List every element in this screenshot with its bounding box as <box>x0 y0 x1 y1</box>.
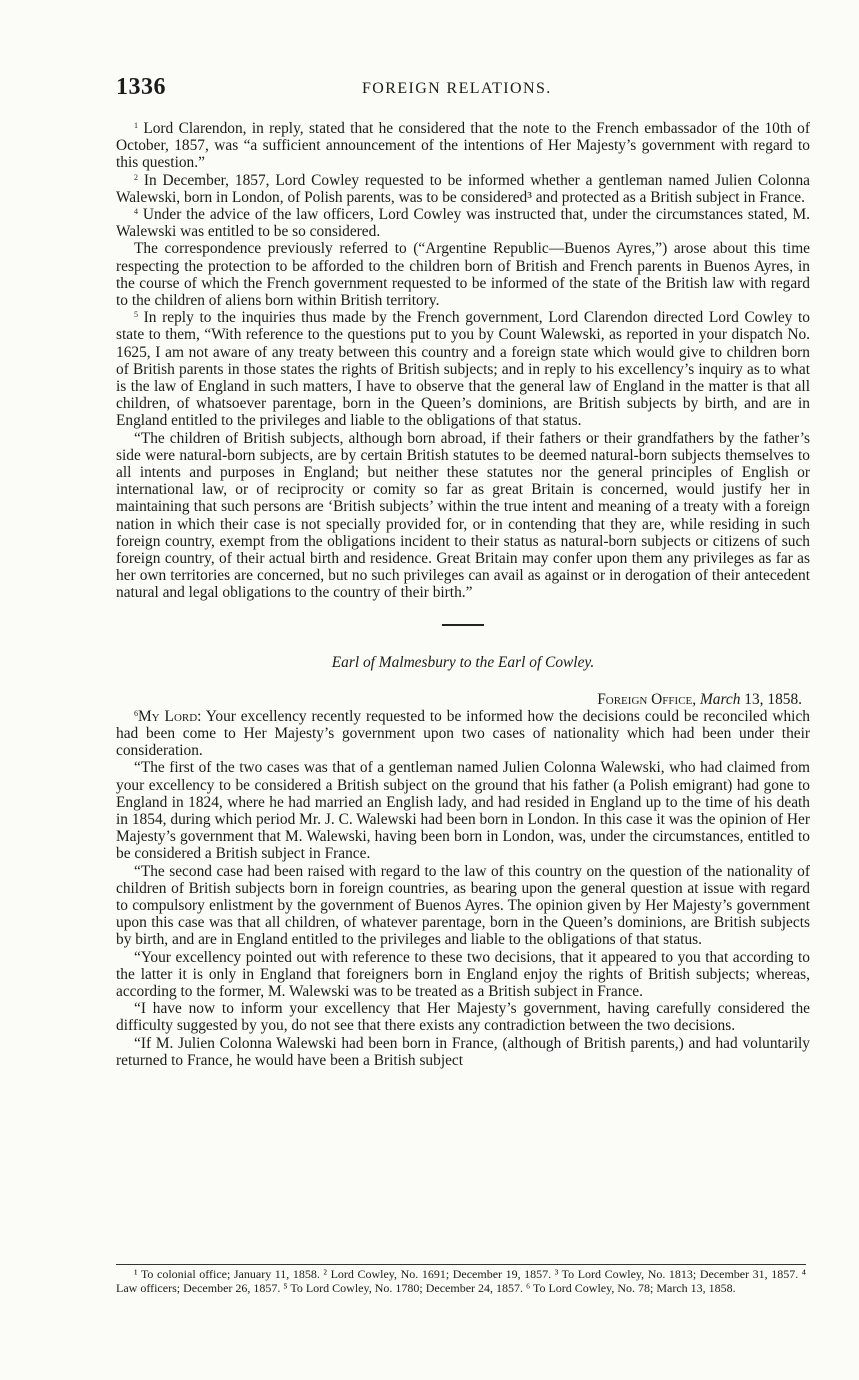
running-head: FOREIGN RELATIONS. <box>362 80 552 97</box>
paragraph <box>116 240 810 309</box>
paragraph <box>116 309 810 429</box>
paragraph-text: “The second case had been raised with regard to the law of this country on the question of the nationality of children of British subjects born in foreign countries, as bearing upon the general question at issue with regard to compulsory enlistment by the government of Buenos Ayres. The opinion given by Her Majesty’s government upon this case was that all children, of whatever parentage, born in the Queen’s dominions, are British subjects by birth, and are in England entitled to the privileges and liable to the obligations of that status. <box>116 862 810 949</box>
paragraph-text: “The children of British subjects, although born abroad, if their fathers or their grandfathers by the father’s side were natural-born subjects, are by certain British statutes to be deemed natural-born subjects themselves to all intents and purposes in England; but neither these statutes nor the general principles of English or international law, or of reciprocity or comity so far as great Britain is concerned, would justify her in maintaining that such persons are ‘British subjects’ within the true intent and meaning of a treaty with a foreign nation in which their case is not specially provided for, or in contending that they are, while residing in such foreign country, exempt from the obligations incident to their status as natural-born subjects or citizens of such foreign country, of their actual birth and residence. Great Britain may confer upon them any privileges as far as her own territories are concerned, but no such privileges can avail as against or in derogation of their antecedent natural and legal obligations to the country of their birth.” <box>116 429 810 602</box>
footnote-text: ¹ To colonial office; January 11, 1858. ² Lord Cowley, No. 1691; December 19, 1857. ³ To Lord Cowley, No. 1813; December 31, 1857. ⁴ Law officers; December 26, 1857. ⁵ To Lord Cowley, No. 1780; December 24, 1857. ⁶ To Lord Cowley, No. 78; March 13, 1858. <box>116 1267 806 1295</box>
paragraph <box>116 1035 810 1069</box>
letter-dateline <box>116 691 810 708</box>
letter-date-rest: 13, 1858. <box>744 690 802 708</box>
section-divider <box>442 624 484 626</box>
paragraph <box>116 863 810 949</box>
paragraph <box>116 759 810 862</box>
paragraph-text: In December, 1857, Lord Cowley requested to be informed whether a gentleman named Julien Colonna Walewski, born in London, of Polish parents, was to be considered³ and protected as a British subject in France. <box>116 171 810 206</box>
paragraph-text: The correspondence previously referred to (“Argentine Republic—Buenos Ayres,”) arose about this time respecting the protection to be afforded to the children born of British and French parents in Buenos Ayres, in the course of which the French government requested to be informed of the state of the British law with regard to the children of aliens born within British territory. <box>116 240 810 310</box>
paragraph-text: In reply to the inquiries thus made by the French government, Lord Clarendon directed Lord Cowley to state to them, “With reference to the questions put to you by Count Walewski, as reported in your dispatch No. 1625, I am not aware of any treaty between this country and a foreign state which would give to children born of British parents in those states the rights of British subjects; and in reply to his excellency’s inquiry as to what is the law of England in such matters, I have to observe that the general law of England in the matter is that all children, of whatsoever parentage, born in the Queen’s dominions, are British subjects by birth, and are in England entitled to the privileges and liable to the obligations of that status. <box>116 309 810 430</box>
footnote-marker: 1 <box>134 121 138 130</box>
paragraph-text: Lord Clarendon, in reply, stated that he considered that the note to the French embassador of the 10th of October, 1857, was “a sufficient announcement of the intentions of Her Majesty’s government with regard to this question.” <box>116 120 810 172</box>
page-number: 1336 <box>116 74 166 100</box>
paragraph-text: Under the advice of the law officers, Lord Cowley was instructed that, under the circumstances stated, M. Walewski was entitled to be so considered. <box>116 206 810 241</box>
paragraph <box>116 206 810 240</box>
page-body <box>116 120 810 1069</box>
paragraph <box>116 1000 810 1034</box>
footnote-marker: 6 <box>134 708 138 718</box>
paragraph-text: Your excellency recently requested to be informed how the decisions could be reconciled which had been come to Her Majesty’s government upon two cases of nationality which had been under their consideration. <box>116 707 810 760</box>
paragraph-text: “If M. Julien Colonna Walewski had been born in France, (although of British parents,) and had voluntarily returned to France, he would have been a British subject <box>116 1034 810 1069</box>
paragraph <box>116 949 810 1001</box>
letter-date-month: March <box>699 690 741 708</box>
footnote-marker: 5 <box>134 310 138 320</box>
letter-salutation: My Lord: <box>138 707 202 725</box>
paragraph-text: “I have now to inform your excellency that Her Majesty’s government, having carefully considered the difficulty suggested by you, do not see that there exists any contradiction between the two decisions. <box>116 1000 810 1035</box>
paragraph <box>116 172 810 206</box>
paragraph-text: “Your excellency pointed out with reference to these two decisions, that it appeared to you that according to the latter it is only in England that foreigners born in England enjoy the rights of British subjects; whereas, according to the former, M. Walewski was to be treated as a British subject in France. <box>116 948 810 1000</box>
letter-office: Foreign Office, <box>597 690 697 708</box>
paragraph-text: “The first of the two cases was that of a gentleman named Julien Colonna Walewski, who had claimed from your excellency to be considered a British subject on the ground that his father (a Polish emigrant) had gone to England in 1824, where he had married an English lady, and had resided in England up to the time of his death in 1854, during which period Mr. J. C. Walewski had been born in London. In this case it was the opinion of Her Majesty’s government that M. Walewski, having been born in London, was, under the circumstances, entitled to be considered a British subject in France. <box>116 759 810 863</box>
page-header <box>116 74 799 108</box>
footnote-marker: 2 <box>134 172 138 182</box>
footnotes <box>116 1268 806 1295</box>
paragraph <box>116 120 810 172</box>
paragraph <box>116 430 810 602</box>
footnote-rule <box>116 1264 806 1265</box>
letter-heading: Earl of Malmesbury to the Earl of Cowley. <box>331 653 595 671</box>
paragraph <box>116 708 810 760</box>
footnote-marker: 4 <box>134 207 138 217</box>
